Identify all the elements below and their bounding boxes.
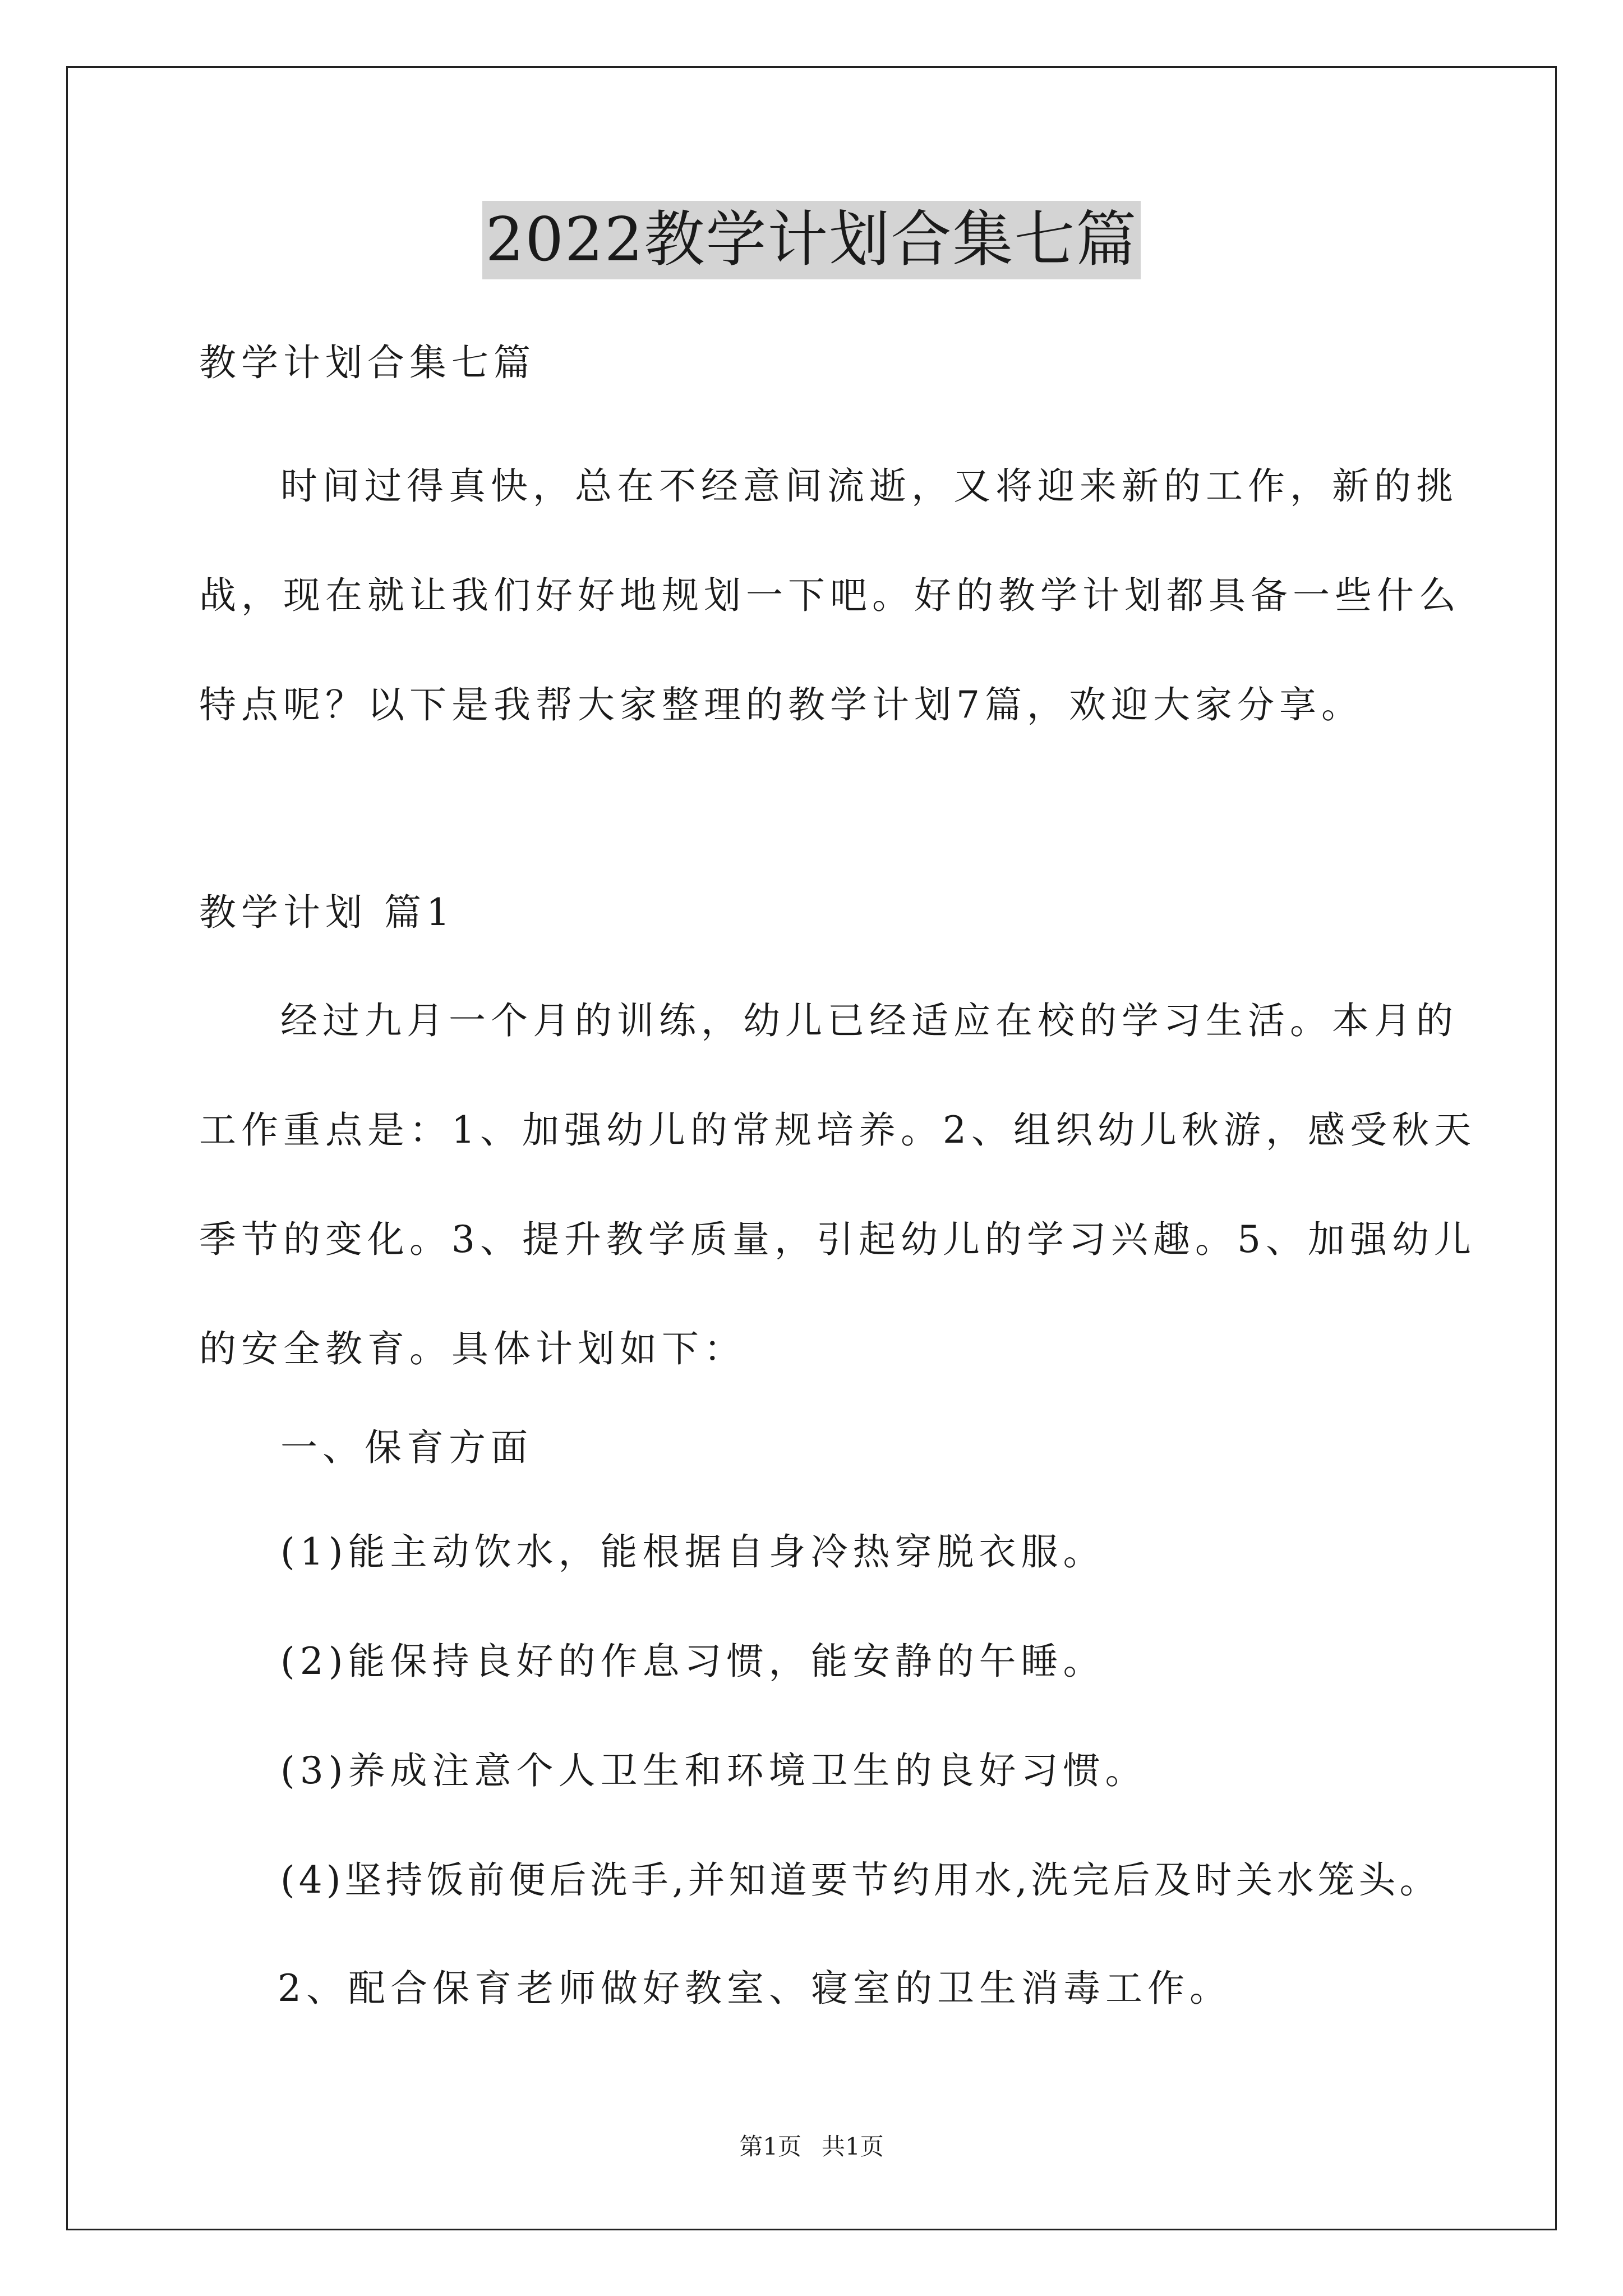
item-2: 2、配合保育老师做好教室、寝室的卫生消毒工作。	[278, 1967, 1232, 2010]
intro-line-2: 战，现在就让我们好好地规划一下吧。好的教学计划都具备一些什么	[199, 574, 1461, 617]
intro-line-1: 时间过得真快，总在不经意间流逝，又将迎来新的工作，新的挑	[280, 464, 1458, 508]
list-item: (2)能保持良好的作息习惯，能安静的午睡。	[280, 1640, 1105, 1683]
list-item: (3)养成注意个人卫生和环境卫生的良好习惯。	[280, 1749, 1147, 1792]
list-item: (1)能主动饮水，能根据自身冷热穿脱衣服。	[280, 1530, 1105, 1573]
section-para-line-2: 工作重点是：1、加强幼儿的常规培养。2、组织幼儿秋游，感受秋天	[199, 1108, 1476, 1152]
subtitle: 教学计划合集七篇	[199, 341, 536, 384]
sub-heading: 一、保育方面	[280, 1426, 533, 1469]
document-title: 2022教学计划合集七篇	[482, 201, 1141, 279]
page-total: 共1页	[822, 2133, 884, 2160]
list-item: (4)坚持饭前便后洗手,并知道要节约用水,洗完后及时关水笼头。	[280, 1858, 1441, 1902]
section-heading: 教学计划 篇1	[199, 891, 455, 934]
section-para-line-4: 的安全教育。具体计划如下：	[199, 1327, 746, 1370]
intro-line-3: 特点呢？以下是我帮大家整理的教学计划7篇，欢迎大家分享。	[199, 683, 1363, 726]
title-container	[0, 201, 1623, 279]
page-footer	[0, 2130, 1623, 2164]
page-number: 第1页	[739, 2133, 801, 2160]
section-para-line-1: 经过九月一个月的训练，幼儿已经适应在校的学习生活。本月的	[280, 999, 1458, 1042]
section-para-line-3: 季节的变化。3、提升教学质量，引起幼儿的学习兴趣。5、加强幼儿	[199, 1218, 1476, 1261]
